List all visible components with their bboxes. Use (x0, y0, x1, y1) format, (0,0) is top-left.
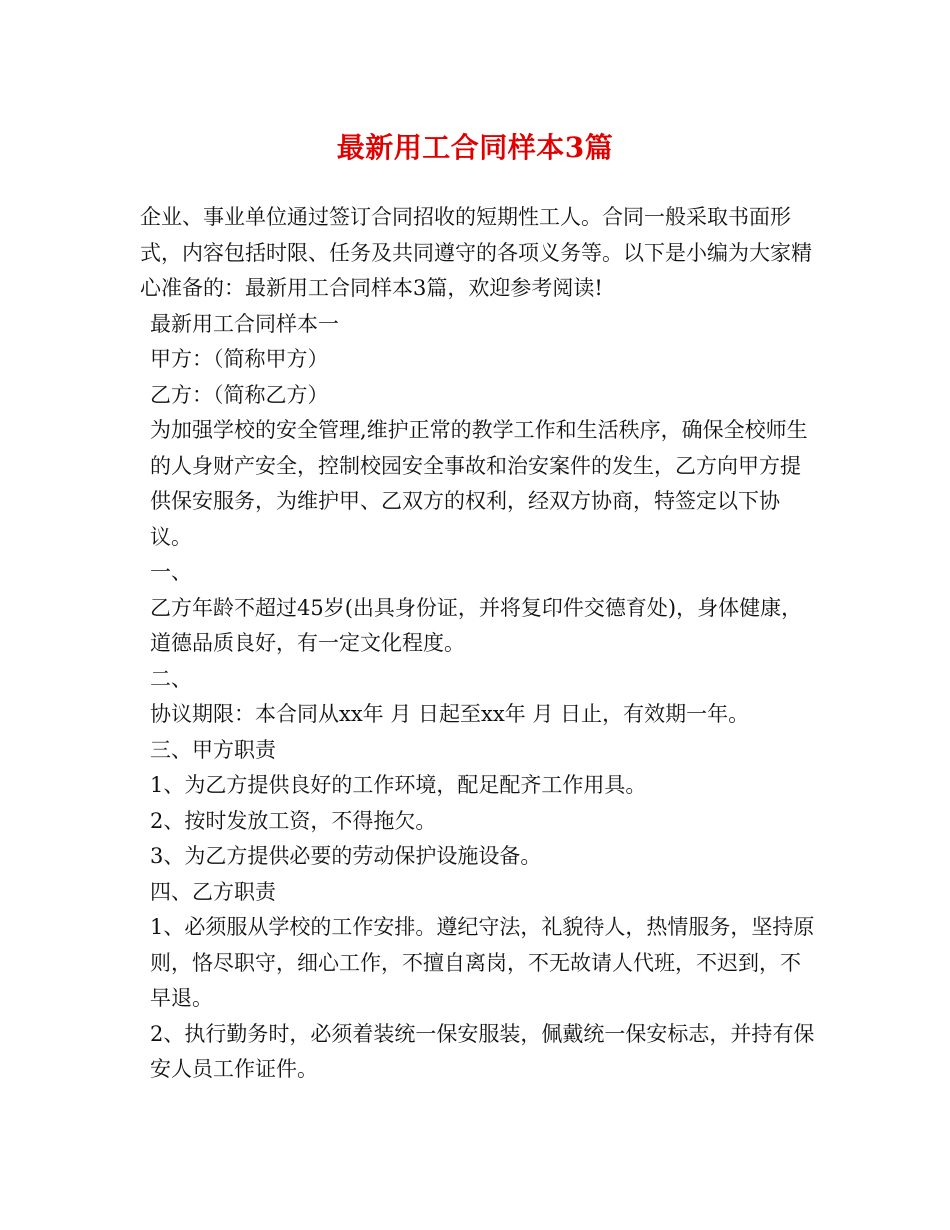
paragraph: 2、执行勤务时，必须着装统一保安服装，佩戴统一保安标志，并持有保安人员工作证件。 (150, 1021, 815, 1081)
paragraph: 1、必须服从学校的工作安排。遵纪守法，礼貌待人，热情服务，坚持原则，恪尽职守，细心工作，不擅自离岗，不无故请人代班，不迟到，不早退。 (150, 915, 815, 1010)
paragraph: 三、甲方职责 (150, 737, 276, 762)
paragraph: 最新用工合同样本一 (150, 311, 339, 336)
paragraph: 3、为乙方提供必要的劳动保护设施设备。 (150, 844, 542, 868)
paragraph: 乙方：（简称乙方） (150, 382, 329, 407)
paragraph: 四、乙方职责 (150, 879, 276, 904)
paragraph: 二、 (150, 666, 192, 691)
paragraph: 甲方：（简称甲方） (150, 347, 329, 371)
paragraph: 一、 (150, 560, 192, 584)
paragraph: 乙方年龄不超过45岁(出具身份证，并将复印件交德育处)，身体健康，道德品质良好，有一定文化程度。 (150, 595, 803, 655)
paragraph: 2、按时发放工资，不得拖欠。 (150, 808, 437, 833)
document-body (140, 200, 820, 1088)
paragraph: 企业、事业单位通过签订合同招收的短期性工人。合同一般采取书面形式，内容包括时限、任务及共同遵守的各项义务等。以下是小编为大家精心准备的：最新用工合同样本3篇，欢迎参考阅读! (140, 205, 812, 300)
paragraph: 协议期限：本合同从xx年 月 日起至xx年 月 日止，有效期一年。 (150, 702, 750, 726)
paragraph: 1、为乙方提供良好的工作环境，配足配齐工作用具。 (150, 773, 647, 797)
paragraph: 为加强学校的安全管理,维护正常的教学工作和生活秩序，确保全校师生的人身财产安全，控制校园安全事故和治安案件的发生，乙方向甲方提供保安服务，为维护甲、乙双方的权利，经双方协商，特签定以下协议。 (150, 418, 808, 549)
document-title: 最新用工合同样本3篇 (336, 131, 614, 164)
